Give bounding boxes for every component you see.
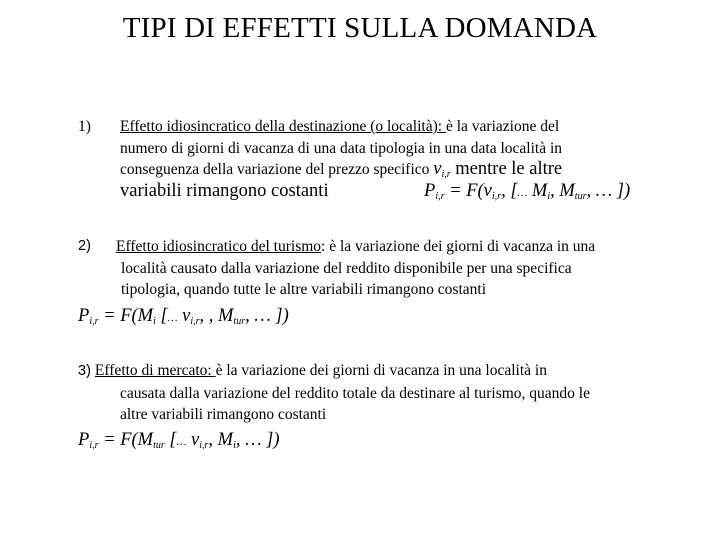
item-1-term: Effetto idiosincratico della destinazione (o località): (120, 118, 446, 135)
item-3-line-1-text: è la variazione dei giorni di vacanza in una località in (215, 362, 547, 379)
item-1-line-4-text: variabili rimangono costanti (120, 180, 329, 201)
item-1-line-1-text: è la variazione del (445, 118, 560, 135)
item-3-line-2: causata dalla variazione del reddito totale da destinare al turismo, quando le (120, 384, 590, 402)
item-2-line-1-text: : è la variazione dei giorni di vacanza in una (321, 238, 596, 255)
item-1-var-v: v (433, 159, 442, 179)
item-1-var-v-sub: i,r (441, 169, 451, 180)
page-title: TIPI DI EFFETTI SULLA DOMANDA (122, 12, 598, 44)
item-2-line-2: località causato dalla variazione del reddito disponibile per una specifica (121, 259, 572, 277)
item-2-number: 2) (78, 238, 91, 254)
item-3-number: 3) (78, 363, 95, 379)
item-2-line-3: tipologia, quando tutte le altre variabili rimangono costanti (121, 281, 487, 298)
item-1-line-2: numero di giorni di vacanza di una data tipologia in una data località in (120, 139, 563, 157)
item-3 (78, 360, 698, 426)
item-1-line-4 (120, 181, 690, 205)
item-1-line-3 (120, 159, 690, 181)
item-3-term: Effetto di mercato: (94, 362, 216, 379)
item-2-term: Effetto idiosincratico del turismo (116, 238, 322, 255)
item-1-line-1 (120, 116, 690, 138)
item-1-formula: $P_{i,r} = F(v_{i,r}$, [… $M_i$, $M_{tur}$, … ]) (424, 180, 631, 202)
item-3-formula: $P_{i,r} = F(M_{tur}$ [… $v_{i,r}$, $M_i$, … ]) (78, 430, 280, 451)
item-1-line-3-text: conseguenza della variazione del prezzo specifico (120, 161, 434, 178)
item-3-line-1 (78, 360, 698, 383)
item-1-number: 1) (78, 118, 91, 135)
item-3-line-3: altre variabili rimangono costanti (120, 406, 327, 423)
item-1-line-3-post: mentre le altre (450, 159, 563, 179)
item-2-line-1 (116, 236, 696, 258)
item-2-formula: $P_{i,r} = F(M_i$ [… $v_{i,r}$, , $M_{tur}$, … ]) (78, 306, 289, 327)
